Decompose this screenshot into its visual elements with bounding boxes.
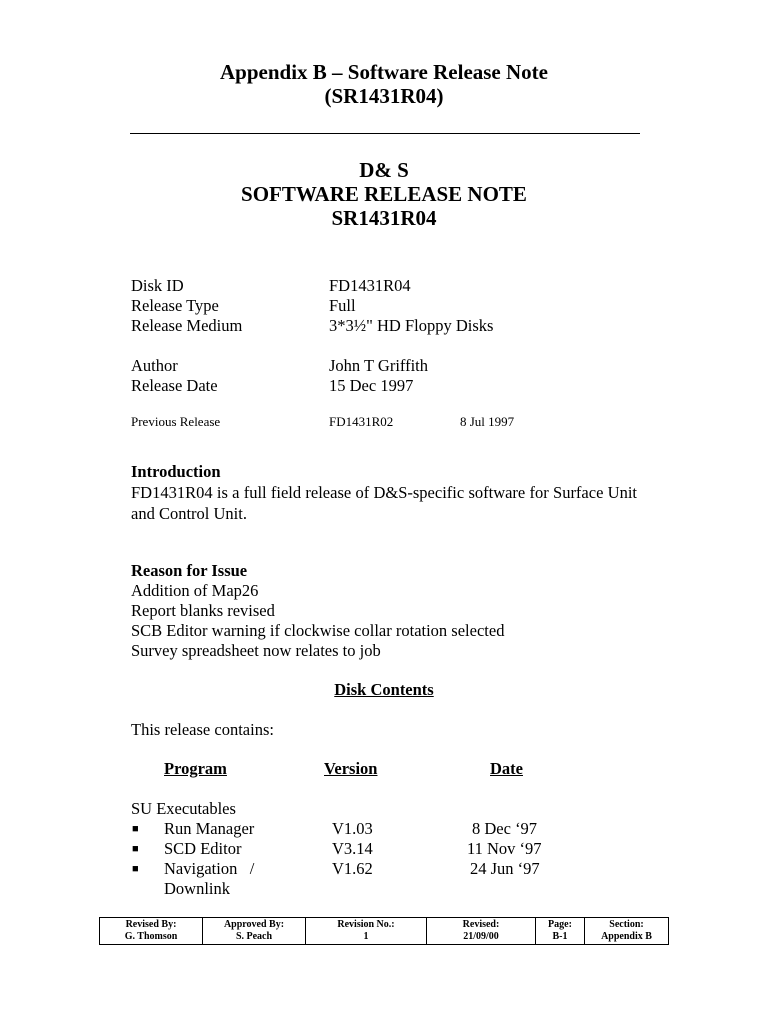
footer-cell-section	[585, 918, 669, 945]
previous-release-label: Previous Release	[131, 414, 221, 429]
disk-id-label: Disk ID	[131, 276, 184, 295]
footer-value: G. Thomson	[124, 931, 178, 942]
release-date-label: Release Date	[131, 376, 218, 395]
group-label-su-executables: SU Executables	[131, 799, 236, 818]
program-version: V1.62	[332, 859, 373, 878]
program-date: 11 Nov ‘97	[467, 839, 542, 858]
disk-id-value: FD1431R04	[329, 276, 411, 295]
program-name: Run Manager	[164, 819, 255, 838]
footer-cell-revision-no	[306, 918, 427, 945]
bullet-square-icon: ■	[132, 823, 139, 835]
introduction-body: FD1431R04 is a full field release of D&S-specific software for Surface Unit and Control Unit.	[131, 483, 637, 523]
footer-value: S. Peach	[235, 931, 273, 942]
appendix-subtitle: (SR1431R04)	[324, 84, 444, 108]
footer-label: Revision No.:	[337, 919, 395, 930]
column-date: Date	[490, 759, 523, 778]
footer-label: Section:	[609, 919, 644, 930]
doc-title-company: D& S	[359, 158, 409, 182]
column-program: Program	[164, 759, 227, 778]
previous-release-value: FD1431R02	[329, 414, 394, 429]
reason-item: Addition of Map26	[131, 581, 259, 600]
doc-title-main: SOFTWARE RELEASE NOTE	[241, 182, 527, 206]
author-label: Author	[131, 356, 178, 375]
introduction-heading: Introduction	[131, 462, 221, 481]
release-medium-label: Release Medium	[131, 316, 243, 335]
release-medium-value: 3*3½" HD Floppy Disks	[329, 316, 494, 335]
column-version: Version	[324, 759, 378, 778]
release-date-value: 15 Dec 1997	[329, 376, 414, 395]
footer-label: Approved By:	[223, 919, 285, 930]
footer-cell-approved-by	[203, 918, 306, 945]
footer-value: Appendix B	[601, 931, 652, 942]
program-version: V1.03	[332, 819, 373, 838]
previous-release-date: 8 Jul 1997	[460, 414, 515, 429]
reason-item: Survey spreadsheet now relates to job	[131, 641, 381, 660]
footer-cell-revised-by	[100, 918, 203, 945]
footer-label: Revised:	[462, 919, 500, 930]
footer-value: 21/09/00	[463, 931, 499, 942]
program-name: Navigation /	[164, 859, 255, 878]
reason-heading: Reason for Issue	[131, 561, 248, 580]
reason-item: SCB Editor warning if clockwise collar rotation selected	[131, 621, 505, 640]
program-name: SCD Editor	[164, 839, 242, 858]
author-value: John T Griffith	[329, 356, 429, 375]
footer-label: Revised By:	[125, 919, 177, 930]
bullet-square-icon: ■	[132, 863, 139, 875]
program-version: V3.14	[332, 839, 373, 858]
appendix-title: Appendix B – Software Release Note	[219, 60, 548, 84]
footer-cell-page	[536, 918, 585, 945]
footer-value: 1	[363, 931, 369, 942]
revision-footer-table	[99, 917, 669, 945]
doc-title-code: SR1431R04	[331, 206, 437, 230]
program-date: 24 Jun ‘97	[470, 859, 540, 878]
footer-cell-revised	[427, 918, 536, 945]
disk-contents-heading: Disk Contents	[334, 680, 434, 699]
release-type-value: Full	[329, 296, 356, 315]
bullet-square-icon: ■	[132, 843, 139, 855]
release-type-label: Release Type	[131, 296, 219, 315]
program-date: 8 Dec ‘97	[472, 819, 538, 838]
header-divider	[130, 133, 640, 134]
disk-contents-intro: This release contains:	[131, 720, 274, 739]
program-name-continued: Downlink	[164, 879, 230, 898]
reason-item: Report blanks revised	[131, 601, 275, 620]
footer-label: Page:	[548, 919, 572, 930]
footer-value: B-1	[552, 931, 568, 942]
